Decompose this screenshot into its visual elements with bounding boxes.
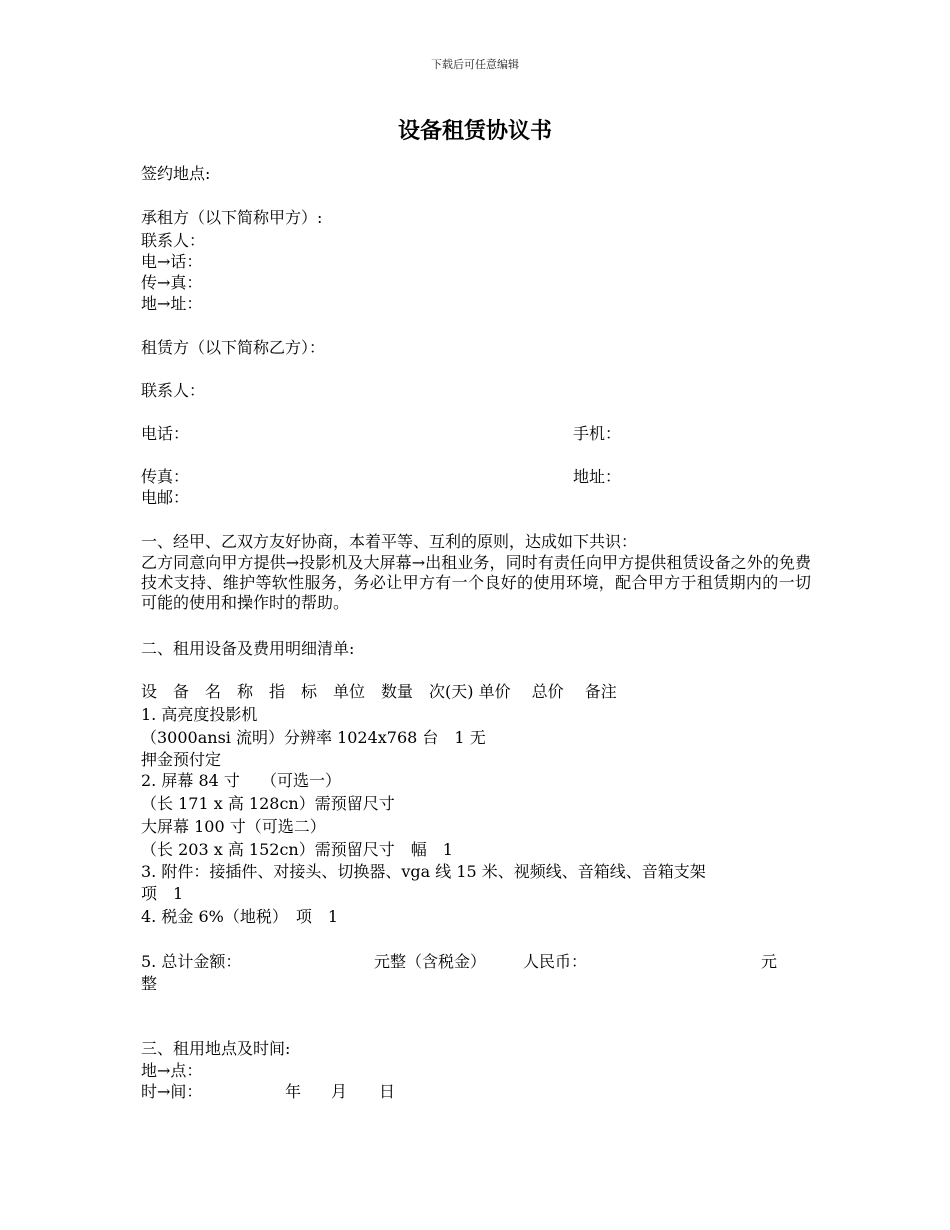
total-amount-label: 5. 总计金额： bbox=[141, 952, 242, 971]
party-a-address: 地→址： bbox=[141, 294, 203, 313]
rental-place: 地→点： bbox=[141, 1061, 203, 1080]
equipment-line: 大屏幕 100 寸（可选二） bbox=[141, 817, 326, 836]
equipment-line: 1. 高亮度投影机 bbox=[141, 705, 258, 724]
equipment-line: 2. 屏幕 84 寸 （可选一） bbox=[141, 771, 341, 790]
party-b-address: 地址： bbox=[573, 467, 622, 486]
party-a-heading: 承租方（以下简称甲方）: bbox=[141, 208, 323, 227]
total-amount-row bbox=[141, 952, 778, 972]
sign-place-label: 签约地点: bbox=[141, 164, 211, 183]
equipment-line: （3000ansi 流明）分辨率 1024x768 台 1 无 bbox=[141, 728, 486, 747]
section1-heading: 一、经甲、乙双方友好协商，本着平等、互利的原则，达成如下共识： bbox=[141, 532, 638, 551]
section2-heading: 二、租用设备及费用明细清单: bbox=[141, 639, 355, 658]
party-b-fax: 传真： bbox=[141, 467, 190, 486]
equipment-line: 项 1 bbox=[141, 884, 184, 903]
page-header: 下载后可任意编辑 bbox=[431, 58, 519, 71]
total-yuan: 元 bbox=[761, 952, 778, 971]
section3-heading: 三、租用地点及时间: bbox=[141, 1039, 291, 1058]
equipment-line: 4. 税金 6%（地税） 项 1 bbox=[141, 907, 339, 926]
total-zheng: 整 bbox=[141, 974, 158, 993]
total-rmb-label: 人民币： bbox=[523, 952, 588, 971]
party-b-phone-row bbox=[141, 424, 622, 444]
party-a-phone: 电→话： bbox=[141, 252, 203, 271]
rental-year: 年 bbox=[285, 1082, 302, 1101]
party-b-heading: 租赁方（以下简称乙方）： bbox=[141, 338, 326, 357]
rental-time-label: 时→间： bbox=[141, 1082, 203, 1101]
rental-month: 月 bbox=[331, 1082, 348, 1101]
party-b-contact: 联系人： bbox=[141, 381, 206, 400]
party-a-fax: 传→真： bbox=[141, 273, 203, 292]
party-b-mobile: 手机： bbox=[573, 424, 622, 443]
equipment-line: 3. 附件：接插件、对接头、切换器、vga 线 15 米、视频线、音箱线、音箱支架 bbox=[141, 862, 706, 881]
equipment-line: 押金预付定 bbox=[141, 750, 222, 769]
document-title: 设备租赁协议书 bbox=[397, 118, 552, 144]
party-b-email: 电邮： bbox=[141, 488, 190, 507]
section1-body: 乙方同意向甲方提供→投影机及大屏幕→出租业务，同时有责任向甲方提供租赁设备之外的免费技术支持、维护等软性服务，务必让甲方有一个良好的使用环境，配合甲方于租赁期内的一切可能的使用和操作时的帮助。 bbox=[141, 553, 811, 612]
equipment-table-header: 设 备 名 称 指 标 单位 数量 次(天) 单价 总价 备注 bbox=[141, 682, 617, 701]
party-b-fax-row bbox=[141, 467, 622, 487]
rental-time-row bbox=[141, 1082, 396, 1102]
equipment-line: （长 203 x 高 152cn）需预留尺寸 幅 1 bbox=[141, 840, 453, 859]
party-a-contact: 联系人： bbox=[141, 231, 206, 250]
equipment-line: （长 171 x 高 128cn）需预留尺寸 bbox=[141, 794, 395, 813]
rental-day: 日 bbox=[379, 1082, 396, 1101]
total-tax-note: 元整（含税金） bbox=[374, 952, 487, 971]
party-b-phone: 电话： bbox=[141, 424, 190, 443]
